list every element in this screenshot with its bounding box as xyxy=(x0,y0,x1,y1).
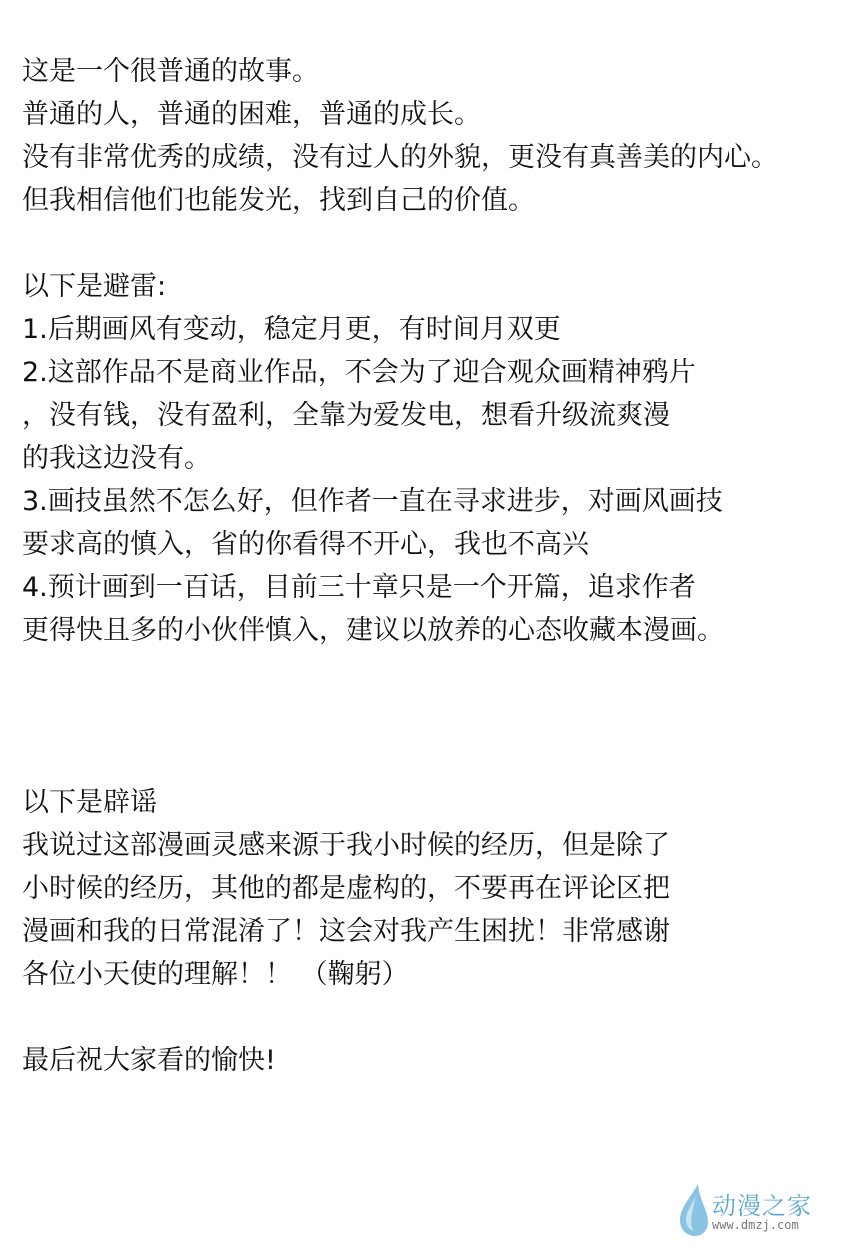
intro-line: 但我相信他们也能发光，找到自己的价值。 xyxy=(22,185,535,216)
intro-line: 没有非常优秀的成绩，没有过人的外貌，更没有真善美的内心。 xyxy=(22,142,778,173)
water-drop-icon xyxy=(672,1182,714,1238)
section-gap xyxy=(22,695,848,738)
warning-line: 更得快且多的小伙伴慎入，建议以放养的心态收藏本漫画。 xyxy=(22,615,724,646)
warning-line: 要求高的慎入，省的你看得不开心，我也不高兴 xyxy=(22,529,589,560)
watermark-url: www.dmzj.com xyxy=(712,1218,799,1232)
section-gap xyxy=(22,996,848,1039)
intro-line: 普通的人，普通的困难，普通的成长。 xyxy=(22,99,481,130)
section-gap xyxy=(22,222,848,265)
notice-text xyxy=(22,50,848,1082)
warning-line: 2.这部作品不是商业作品，不会为了迎合观众画精神鸦片 xyxy=(22,357,696,388)
rumor-line: 漫画和我的日常混淆了！这会对我产生困扰！非常感谢 xyxy=(22,916,670,947)
site-watermark xyxy=(672,1182,832,1238)
watermark-title: 动漫之家 xyxy=(712,1192,812,1220)
rumor-line: 小时候的经历，其他的都是虚构的，不要再在评论区把 xyxy=(22,873,670,904)
warnings-heading: 以下是避雷: xyxy=(22,271,167,302)
closing-line: 最后祝大家看的愉快! xyxy=(22,1045,276,1076)
intro-line: 这是一个很普通的故事。 xyxy=(22,56,319,87)
warning-line: 4.预计画到一百话，目前三十章只是一个开篇，追求作者 xyxy=(22,572,696,603)
intro-section xyxy=(22,50,848,222)
warning-line: 3.画技虽然不怎么好，但作者一直在寻求进步，对画风画技 xyxy=(22,486,723,517)
section-gap xyxy=(22,738,848,781)
warnings-section xyxy=(22,265,848,652)
rumor-line: 我说过这部漫画灵感来源于我小时候的经历，但是除了 xyxy=(22,830,670,861)
warning-line: ，没有钱，没有盈利，全靠为爱发电，想看升级流爽漫 xyxy=(22,400,670,431)
rumors-section xyxy=(22,781,848,996)
warning-line: 1.后期画风有变动，稳定月更，有时间月双更 xyxy=(22,314,561,345)
rumor-line: 各位小天使的理解！！ （鞠躬） xyxy=(22,959,409,990)
warning-line: 的我这边没有。 xyxy=(22,443,211,474)
section-gap xyxy=(22,652,848,695)
rumors-heading: 以下是辟谣 xyxy=(22,787,157,818)
